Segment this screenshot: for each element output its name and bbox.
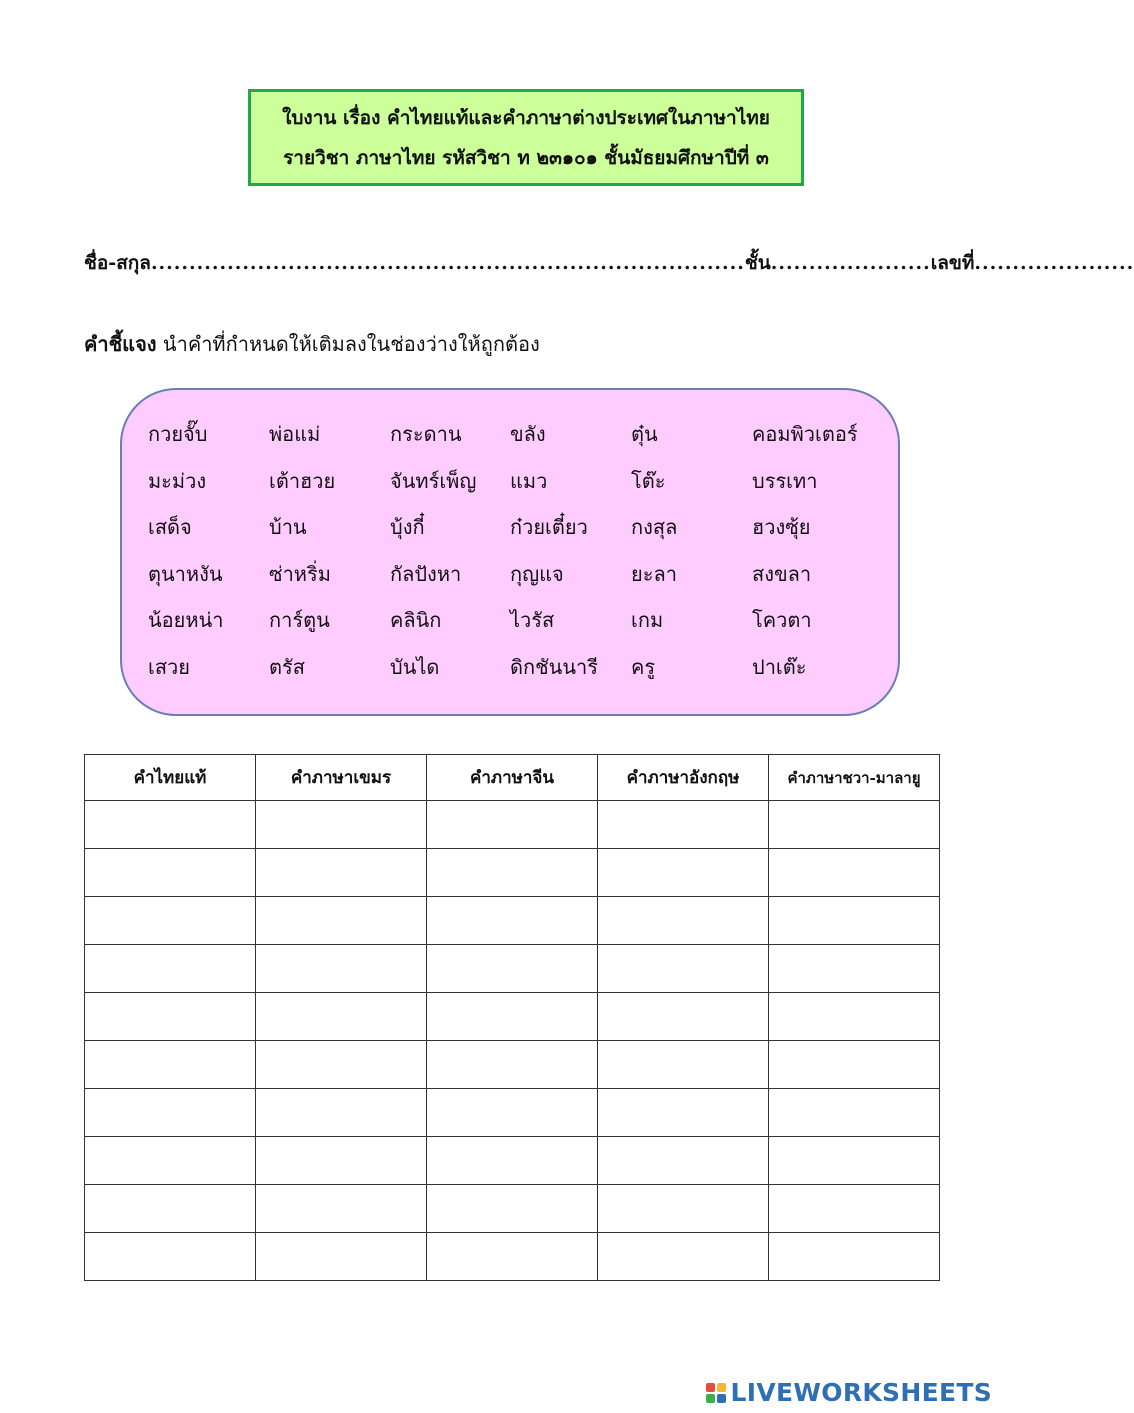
- student-info-line: [84, 248, 1134, 278]
- answer-cell[interactable]: [769, 1089, 940, 1137]
- word-bank-item[interactable]: ไวรัส: [510, 608, 555, 632]
- word-bank-item[interactable]: ซ่าหริ่ม: [269, 561, 331, 586]
- answer-cell[interactable]: [256, 1041, 427, 1089]
- word-bank-item[interactable]: สงขลา: [752, 561, 812, 586]
- word-bank-item[interactable]: คลินิก: [390, 608, 442, 632]
- answer-cell[interactable]: [598, 1041, 769, 1089]
- word-bank-item[interactable]: แมว: [510, 468, 548, 493]
- column-header-chinese: คำภาษาจีน: [427, 755, 598, 801]
- column-header-english: คำภาษาอังกฤษ: [598, 755, 769, 801]
- word-bank-item[interactable]: บุ้งกี๋: [390, 515, 425, 539]
- instruction-label: คำชี้แจง: [84, 332, 157, 356]
- answer-cell[interactable]: [427, 1137, 598, 1185]
- worksheet-title: ใบงาน เรื่อง คำไทยแท้และคำภาษาต่างประเทศในภาษาไทย: [282, 106, 770, 129]
- answer-cell[interactable]: [256, 1185, 427, 1233]
- answer-cell[interactable]: [85, 1185, 256, 1233]
- answer-cell[interactable]: [769, 945, 940, 993]
- answer-cell[interactable]: [85, 897, 256, 945]
- word-bank-item[interactable]: เต้าฮวย: [269, 468, 336, 493]
- answer-cell[interactable]: [85, 993, 256, 1041]
- word-bank-item[interactable]: ขลัง: [510, 422, 546, 446]
- table-row: [85, 1233, 940, 1281]
- word-bank: [120, 388, 900, 716]
- word-bank-item[interactable]: กงสุล: [631, 515, 678, 539]
- answer-cell[interactable]: [598, 1137, 769, 1185]
- word-bank-item[interactable]: การ์ตูน: [269, 608, 330, 632]
- answer-cell[interactable]: [769, 801, 940, 849]
- answer-cell[interactable]: [427, 993, 598, 1041]
- answer-cell[interactable]: [598, 801, 769, 849]
- logo-square: [717, 1394, 726, 1403]
- word-bank-item[interactable]: ยะลา: [631, 561, 677, 586]
- table-row: [85, 945, 940, 993]
- answer-cell[interactable]: [427, 1041, 598, 1089]
- answer-cell[interactable]: [769, 1233, 940, 1281]
- answer-table-header-row: [85, 755, 940, 801]
- answer-cell[interactable]: [256, 849, 427, 897]
- answer-cell[interactable]: [256, 945, 427, 993]
- word-bank-item[interactable]: บ้าน: [269, 515, 307, 539]
- answer-cell[interactable]: [427, 849, 598, 897]
- answer-cell[interactable]: [427, 1185, 598, 1233]
- number-field[interactable]: .....................: [974, 252, 1134, 274]
- answer-cell[interactable]: [256, 1089, 427, 1137]
- answer-cell[interactable]: [256, 1137, 427, 1185]
- word-bank-item[interactable]: ปาเต๊ะ: [752, 654, 807, 679]
- word-bank-item[interactable]: ตุ๋น: [631, 422, 658, 446]
- answer-cell[interactable]: [85, 1041, 256, 1089]
- answer-cell[interactable]: [598, 1185, 769, 1233]
- answer-cell[interactable]: [427, 897, 598, 945]
- logo-square: [706, 1394, 715, 1403]
- word-bank-item[interactable]: ฮวงซุ้ย: [752, 515, 811, 539]
- table-row: [85, 897, 940, 945]
- name-field[interactable]: ..............................................................................: [150, 252, 745, 274]
- table-row: [85, 1185, 940, 1233]
- answer-cell[interactable]: [85, 1089, 256, 1137]
- logo-square: [717, 1383, 726, 1392]
- answer-cell[interactable]: [769, 849, 940, 897]
- table-row: [85, 1137, 940, 1185]
- word-bank-item[interactable]: กัลปังหา: [390, 561, 462, 586]
- answer-cell[interactable]: [85, 1137, 256, 1185]
- answer-cell[interactable]: [85, 945, 256, 993]
- answer-cell[interactable]: [598, 897, 769, 945]
- word-bank-item[interactable]: กุญแจ: [510, 561, 564, 586]
- word-bank-item[interactable]: เสวย: [148, 654, 190, 679]
- column-header-javanese-malay: คำภาษาชวา-มาลายู: [769, 755, 940, 801]
- word-bank-item[interactable]: ดิกชันนารี: [510, 654, 598, 679]
- worksheet-title-box: [248, 89, 804, 186]
- answer-cell[interactable]: [427, 945, 598, 993]
- subject-line: รายวิชา ภาษาไทย รหัสวิชา ท ๒๓๑๐๑ ชั้นมัธยมศึกษาปีที่ ๓: [283, 146, 769, 169]
- table-row: [85, 1089, 940, 1137]
- instruction-text: นำคำที่กำหนดให้เติมลงในช่องว่างให้ถูกต้อง: [156, 332, 540, 356]
- answer-cell[interactable]: [598, 1233, 769, 1281]
- word-bank-item[interactable]: กวยจั๊บ: [148, 422, 208, 446]
- answer-cell[interactable]: [598, 993, 769, 1041]
- answer-cell[interactable]: [85, 801, 256, 849]
- column-header-thai: คำไทยแท้: [85, 755, 256, 801]
- answer-table: [84, 754, 940, 1281]
- word-bank-item[interactable]: ตุนาหงัน: [148, 561, 223, 586]
- word-bank-item[interactable]: ก๋วยเตี๋ยว: [510, 515, 588, 539]
- word-bank-item[interactable]: บันได: [390, 654, 440, 679]
- name-label: ชื่อ-สกุล: [84, 252, 151, 274]
- word-bank-item[interactable]: น้อยหน่า: [148, 608, 224, 632]
- answer-cell[interactable]: [427, 801, 598, 849]
- answer-cell[interactable]: [85, 849, 256, 897]
- answer-cell[interactable]: [85, 1233, 256, 1281]
- word-bank-item[interactable]: มะม่วง: [148, 468, 207, 493]
- word-bank-item[interactable]: ครู: [631, 654, 656, 679]
- word-bank-item[interactable]: เสด็จ: [148, 515, 192, 539]
- answer-cell[interactable]: [769, 1137, 940, 1185]
- liveworksheets-logo: [705, 1378, 992, 1407]
- word-bank-item[interactable]: จันทร์เพ็ญ: [390, 468, 477, 493]
- answer-cell[interactable]: [598, 1089, 769, 1137]
- word-bank-item[interactable]: ตรัส: [269, 654, 305, 679]
- table-row: [85, 849, 940, 897]
- answer-cell[interactable]: [256, 993, 427, 1041]
- word-bank-item[interactable]: เกม: [631, 608, 664, 632]
- column-header-khmer: คำภาษาเขมร: [256, 755, 427, 801]
- word-bank-item[interactable]: บรรเทา: [752, 468, 818, 493]
- word-bank-item[interactable]: โต๊ะ: [631, 468, 666, 493]
- table-row: [85, 1041, 940, 1089]
- answer-cell[interactable]: [427, 1233, 598, 1281]
- word-bank-item[interactable]: โควตา: [752, 608, 812, 632]
- answer-cell[interactable]: [598, 945, 769, 993]
- logo-square: [706, 1383, 715, 1392]
- answer-cell[interactable]: [769, 897, 940, 945]
- answer-cell[interactable]: [769, 1185, 940, 1233]
- answer-cell[interactable]: [256, 801, 427, 849]
- word-bank-item[interactable]: กระดาน: [390, 422, 462, 446]
- class-label: ชั้น: [744, 252, 771, 274]
- class-field[interactable]: .....................: [770, 252, 931, 274]
- table-row: [85, 993, 940, 1041]
- answer-cell[interactable]: [427, 1089, 598, 1137]
- word-bank-item[interactable]: พ่อแม่: [269, 422, 321, 446]
- instruction: [84, 328, 540, 360]
- number-label: เลขที่: [930, 252, 975, 274]
- liveworksheets-brand: LIVEWORKSHEETS: [730, 1378, 992, 1407]
- word-bank-item[interactable]: คอมพิวเตอร์: [752, 422, 858, 446]
- answer-cell[interactable]: [256, 1233, 427, 1281]
- answer-cell[interactable]: [769, 1041, 940, 1089]
- liveworksheets-logo-icon: [705, 1382, 727, 1404]
- answer-cell[interactable]: [598, 849, 769, 897]
- answer-cell[interactable]: [256, 897, 427, 945]
- word-bank-grid: [148, 418, 888, 697]
- answer-cell[interactable]: [769, 993, 940, 1041]
- table-row: [85, 801, 940, 849]
